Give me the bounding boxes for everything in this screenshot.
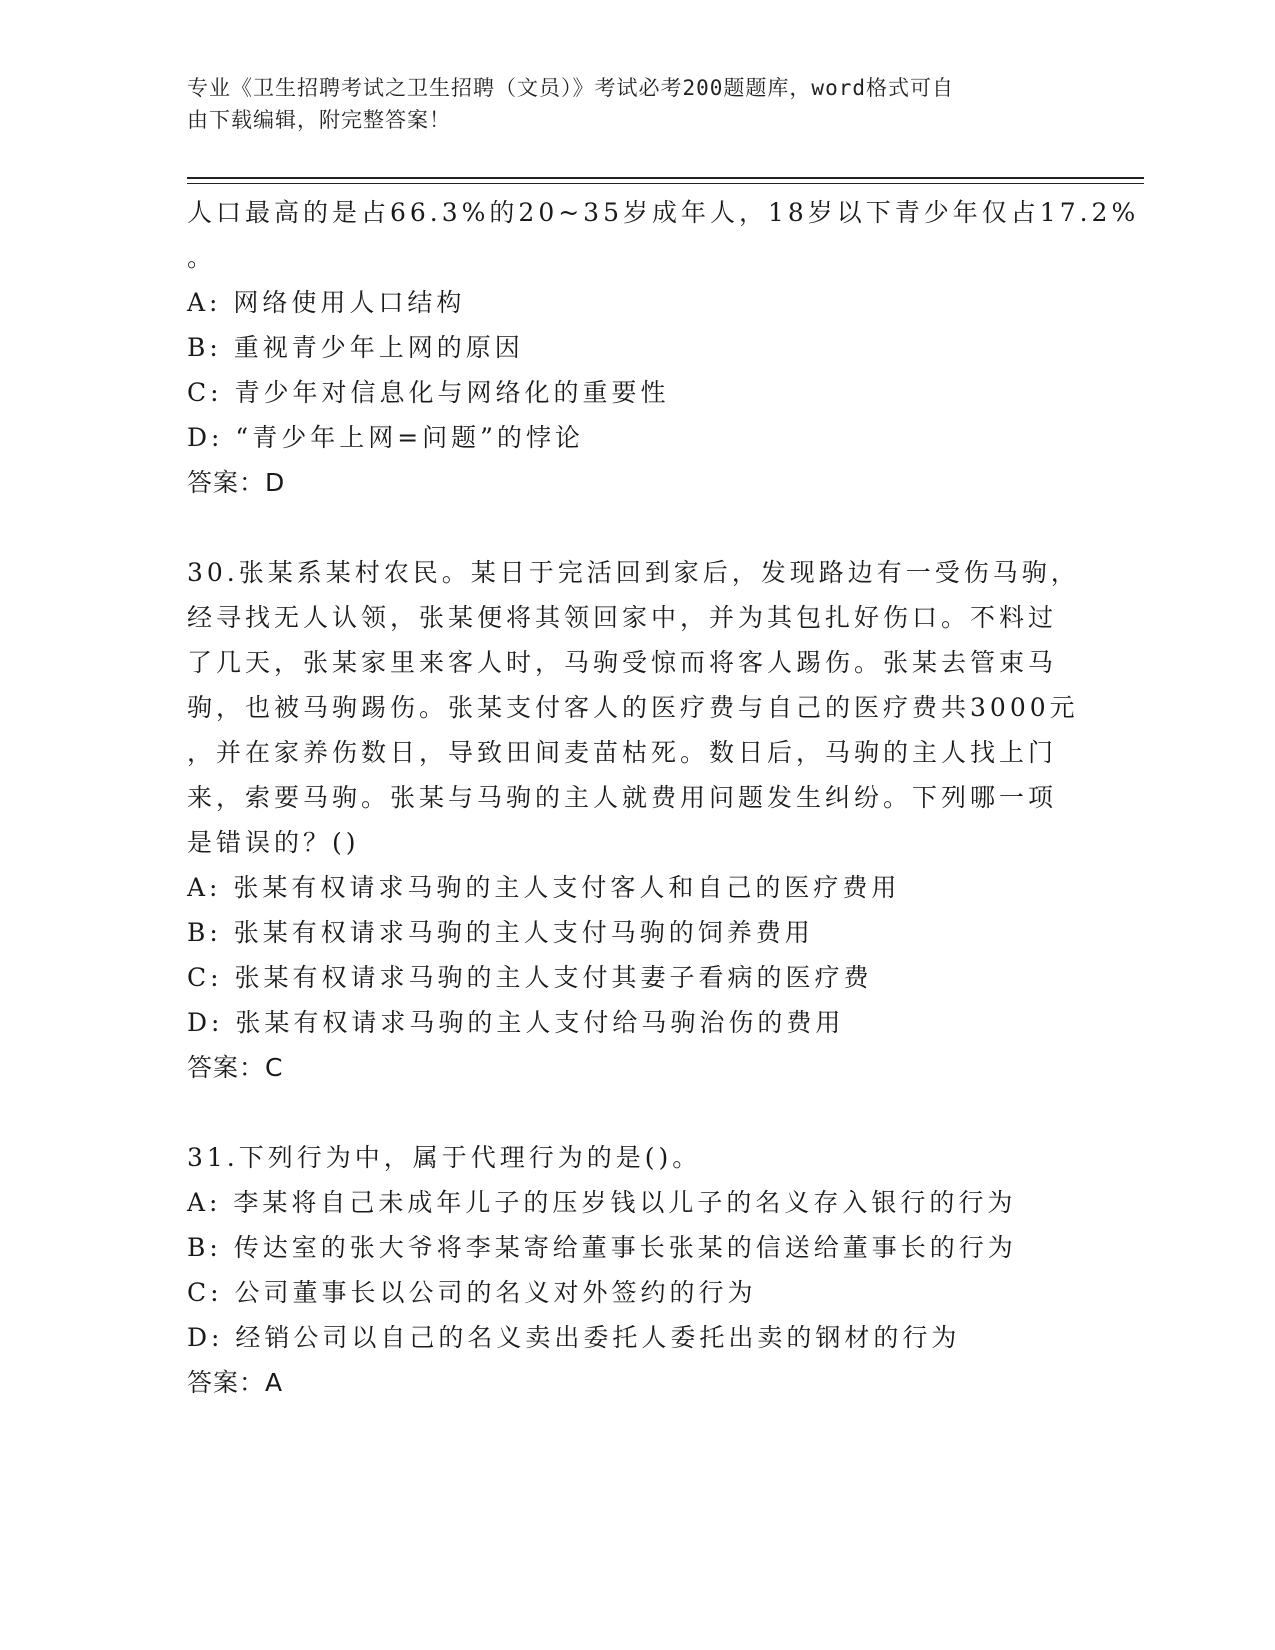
option-c: C: 青少年对信息化与网络化的重要性 [187, 378, 670, 407]
question-stem-line: 驹，也被马驹踢伤。张某支付客人的医疗费与自己的医疗费共3000元 [187, 693, 1079, 722]
answer-label: 答案：D [187, 468, 286, 497]
option-c: C: 公司董事长以公司的名义对外签约的行为 [187, 1278, 757, 1307]
header-divider-thin [187, 183, 1144, 184]
option-a: A: 网络使用人口结构 [187, 288, 466, 317]
question-stem-line: 。 [187, 243, 217, 272]
option-a: A: 李某将自己未成年儿子的压岁钱以儿子的名义存入银行的行为 [187, 1188, 1017, 1217]
question-30 [187, 550, 1087, 1090]
option-d: D: 经销公司以自己的名义卖出委托人委托出卖的钢材的行为 [187, 1323, 961, 1352]
option-d: D: 张某有权请求马驹的主人支付给马驹治伤的费用 [187, 1008, 845, 1037]
header-divider-thick [187, 177, 1144, 179]
question-29 [187, 190, 1140, 505]
option-a: A: 张某有权请求马驹的主人支付客人和自己的医疗费用 [187, 873, 901, 902]
option-b: B: 重视青少年上网的原因 [187, 333, 524, 362]
header-line-2: 由下载编辑，附完整答案！ [187, 108, 451, 132]
option-c: C: 张某有权请求马驹的主人支付其妻子看病的医疗费 [187, 963, 873, 992]
option-d: D: “青少年上网=问题”的悖论 [187, 423, 584, 452]
question-stem-line: 30.张某系某村农民。某日于完活回到家后，发现路边有一受伤马驹， [187, 558, 1080, 587]
question-stem-line: 31.下列行为中，属于代理行为的是()。 [187, 1143, 702, 1172]
question-stem-line: 来，索要马驹。张某与马驹的主人就费用问题发生纠纷。下列哪一项 [187, 783, 1058, 812]
question-stem-line: 经寻找无人认领，张某便将其领回家中，并为其包扎好伤口。不料过 [187, 603, 1058, 632]
question-stem-line: ，并在家养伤数日，导致田间麦苗枯死。数日后，马驹的主人找上门 [187, 738, 1058, 767]
document-body [187, 190, 1140, 1405]
header-line-1: 专业《卫生招聘考试之卫生招聘（文员）》考试必考200题题库，word格式可自 [187, 76, 954, 100]
answer-label: 答案：A [187, 1368, 284, 1397]
option-b: B: 张某有权请求马驹的主人支付马驹的饲养费用 [187, 918, 814, 947]
option-b: B: 传达室的张大爷将李某寄给董事长张某的信送给董事长的行为 [187, 1233, 1017, 1262]
spacer [187, 505, 1087, 550]
question-stem-line: 是错误的？() [187, 828, 360, 857]
question-31 [187, 1135, 1087, 1405]
answer-label: 答案：C [187, 1053, 284, 1082]
spacer [187, 1090, 1087, 1135]
question-stem-line: 人口最高的是占66.3%的20~35岁成年人，18岁以下青少年仅占17.2% [187, 198, 1140, 227]
document-header [187, 72, 1067, 136]
question-stem-line: 了几天，张某家里来客人时，马驹受惊而将客人踢伤。张某去管束马 [187, 648, 1058, 677]
